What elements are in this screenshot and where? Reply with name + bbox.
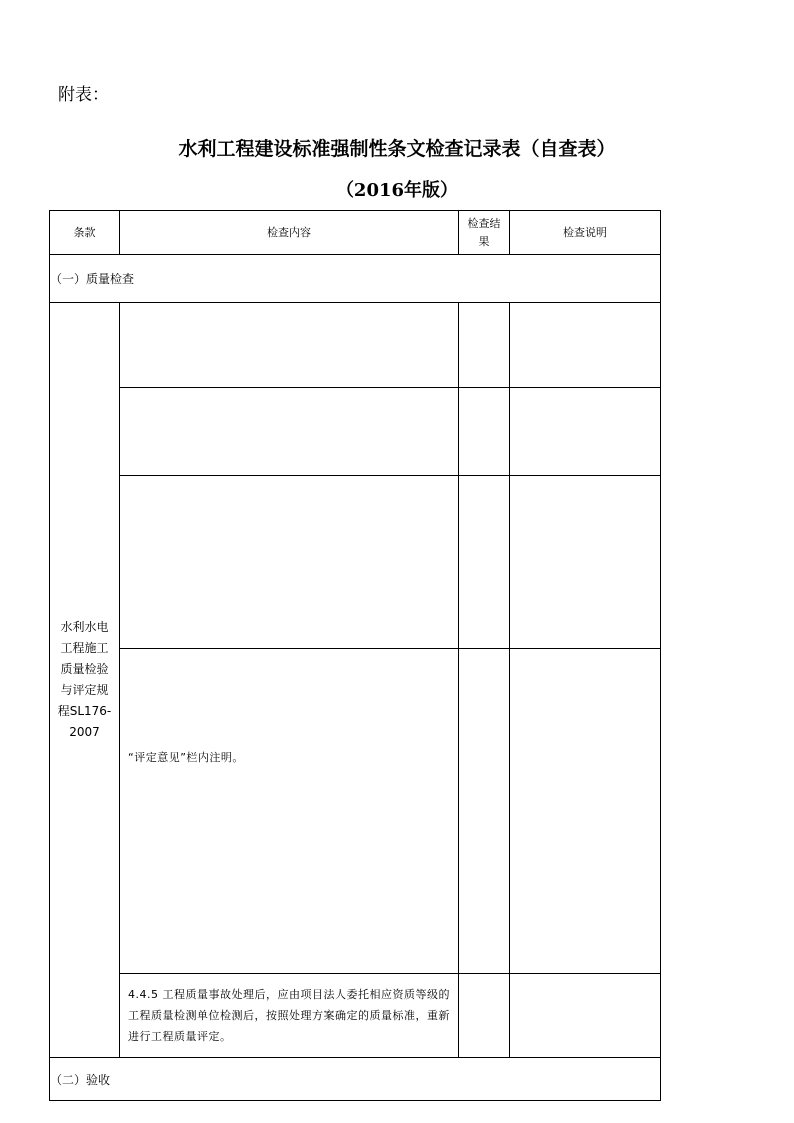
notes-cell xyxy=(510,476,661,649)
section-label-acceptance: （二）验收 xyxy=(50,1058,661,1101)
result-cell xyxy=(459,649,510,974)
section-row-quality xyxy=(50,255,661,303)
result-cell xyxy=(459,303,510,388)
result-cell xyxy=(459,974,510,1058)
result-cell xyxy=(459,388,510,476)
content-cell: 4.4.5 工程质量事故处理后，应由项目法人委托相应资质等级的工程质量检测单位检测后，按照处理方案确定的质量标准，重新进行工程质量评定。 xyxy=(120,974,459,1058)
content-cell xyxy=(120,303,459,388)
inspection-table xyxy=(49,210,661,1101)
notes-cell xyxy=(510,974,661,1058)
header-notes: 检查说明 xyxy=(510,211,661,255)
table-row xyxy=(50,476,661,649)
section-label-quality: （一）质量检查 xyxy=(50,255,661,303)
table-row xyxy=(50,303,661,388)
table-row xyxy=(50,388,661,476)
clause-cell: 水利水电工程施工质量检验与评定规程SL176-2007 xyxy=(50,303,120,1058)
content-cell xyxy=(120,476,459,649)
document-subtitle: （2016年版） xyxy=(335,180,459,201)
table-row xyxy=(50,974,661,1058)
notes-cell xyxy=(510,388,661,476)
notes-cell xyxy=(510,303,661,388)
content-cell xyxy=(120,388,459,476)
document-title: 水利工程建设标准强制性条文检查记录表（自查表） xyxy=(178,138,616,160)
table-header-row xyxy=(50,211,661,255)
header-content: 检查内容 xyxy=(120,211,459,255)
header-clause: 条款 xyxy=(50,211,120,255)
table-row xyxy=(50,649,661,974)
result-cell xyxy=(459,476,510,649)
content-cell: “评定意见”栏内注明。 xyxy=(120,649,459,974)
attachment-label: 附表： xyxy=(58,85,109,105)
header-result: 检查结果 xyxy=(459,211,510,255)
section-row-acceptance xyxy=(50,1058,661,1101)
notes-cell xyxy=(510,649,661,974)
